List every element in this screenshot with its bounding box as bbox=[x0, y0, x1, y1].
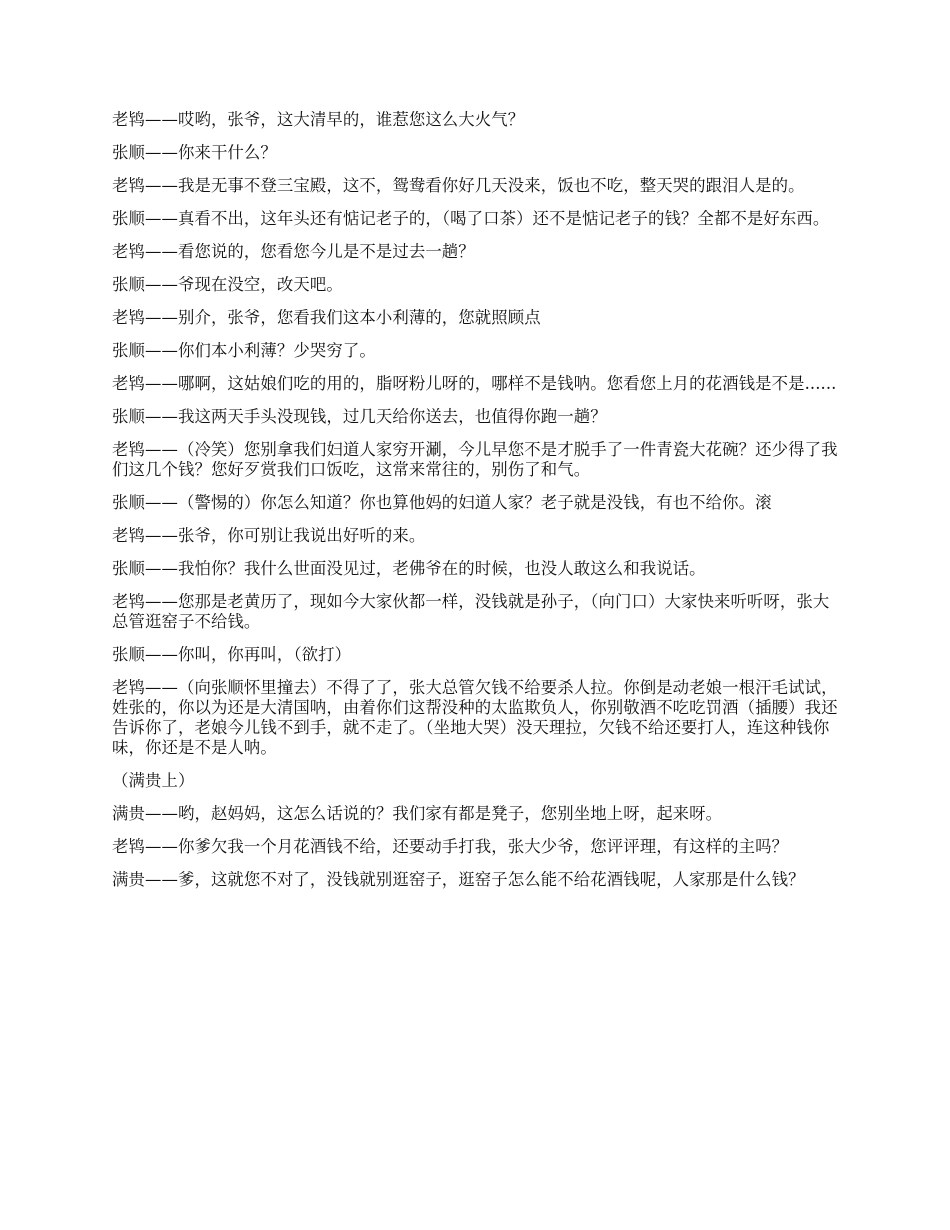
dialogue-line: 张顺——爷现在没空，改天吧。 bbox=[112, 275, 343, 294]
dialogue-line: 老鸨——看您说的，您看您今儿是不是过去一趟？ bbox=[112, 242, 475, 261]
dialogue-line: 老鸨——别介，张爷，您看我们这本小利薄的，您就照顾点 bbox=[112, 308, 541, 327]
dialogue-line: 张顺——我这两天手头没现钱，过几天给你送去，也值得你跑一趟？ bbox=[112, 407, 607, 426]
document-page bbox=[112, 110, 842, 903]
dialogue-line: 老鸨——张爷，你可别让我说出好听的来。 bbox=[112, 526, 426, 545]
dialogue-line: 老鸨——您那是老黄历了，现如今大家伙都一样，没钱就是孙子，（向门口）大家快来听听呀，张大总管逛窑子不给钱。 bbox=[112, 592, 830, 631]
dialogue-line: 张顺——你叫，你再叫，（欲打） bbox=[112, 645, 352, 664]
dialogue-line: 老鸨——哎哟，张爷，这大清早的，谁惹您这么大火气？ bbox=[112, 110, 525, 129]
dialogue-line: 张顺——真看不出，这年头还有惦记老子的，（喝了口茶）还不是惦记老子的钱？全都不是好东西。 bbox=[112, 209, 830, 228]
dialogue-line: 张顺——（警惕的）你怎么知道？你也算他妈的妇道人家？老子就是没钱，有也不给你。滚 bbox=[112, 493, 772, 512]
dialogue-line: 张顺——我怕你？我什么世面没见过，老佛爷在的时候，也没人敢这么和我说话。 bbox=[112, 559, 706, 578]
dialogue-line: 老鸨——（向张顺怀里撞去）不得了了，张大总管欠钱不给要杀人拉。你倒是动老娘一根汗毛试试，姓张的，你以为还是大清国呐，由着你们这帮没种的太监欺负人，你别敬酒不吃吃罚酒（插腰）我还告诉你了，老娘今儿钱不到手，就不走了。（坐地大哭）没天理拉，欠钱不给还要打人，连这种钱你味，你还是不是人呐。 bbox=[112, 678, 838, 757]
dialogue-line: 老鸨——你爹欠我一个月花酒钱不给，还要动手打我，张大少爷，您评评理，有这样的主吗？ bbox=[112, 837, 789, 856]
dialogue-line: 满贵——哟，赵妈妈，这怎么话说的？我们家有都是凳子，您别坐地上呀，起来呀。 bbox=[112, 804, 723, 823]
dialogue-line: 张顺——你来干什么？ bbox=[112, 143, 277, 162]
stage-direction: （满贵上） bbox=[112, 771, 195, 790]
dialogue-line: 老鸨——（冷笑）您别拿我们妇道人家穷开涮，今儿早您不是才脱手了一件青瓷大花碗？还少得了我们这几个钱？您好歹赏我们口饭吃，这常来常往的，别伤了和气。 bbox=[112, 440, 838, 479]
dialogue-line: 张顺——你们本小利薄？少哭穷了。 bbox=[112, 341, 376, 360]
dialogue-line: 满贵——爹，这就您不对了，没钱就别逛窑子，逛窑子怎么能不给花酒钱呢，人家那是什么钱？ bbox=[112, 870, 805, 889]
dialogue-line: 老鸨——我是无事不登三宝殿，这不，鸳鸯看你好几天没来，饭也不吃，整天哭的跟泪人是的。 bbox=[112, 176, 805, 195]
dialogue-line: 老鸨——哪啊，这姑娘们吃的用的，脂呀粉儿呀的，哪样不是钱呐。您看您上月的花酒钱是不是...... bbox=[112, 374, 837, 393]
